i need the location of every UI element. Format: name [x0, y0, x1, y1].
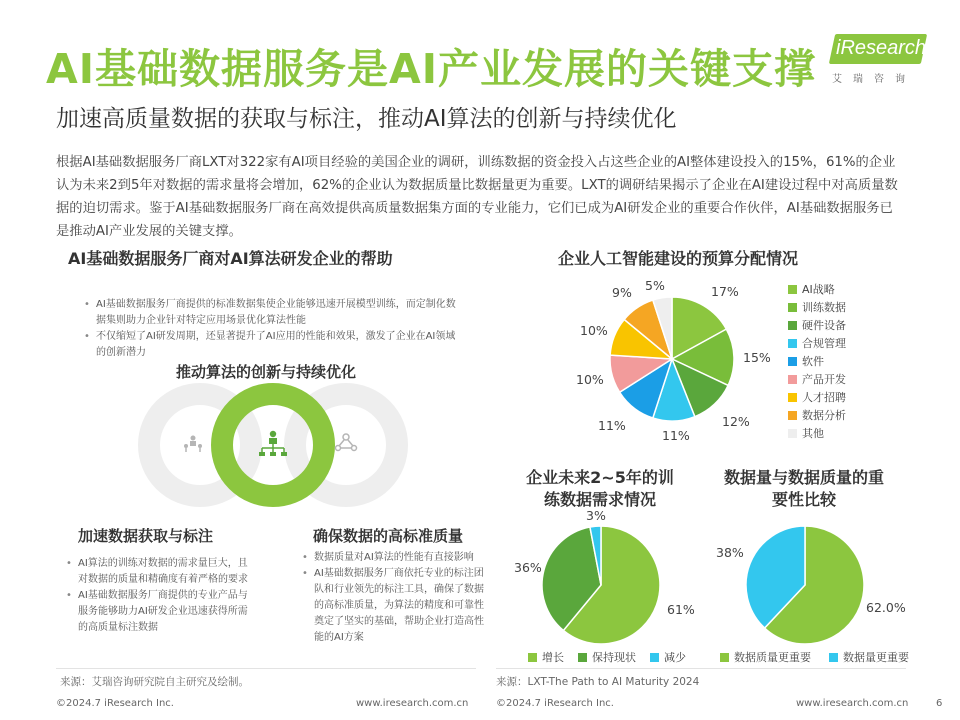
chart1-legend-item — [788, 352, 846, 370]
legend-swatch — [528, 653, 537, 662]
block2-bullets — [302, 550, 486, 646]
legend-swatch — [788, 429, 797, 438]
left-source-divider — [56, 668, 476, 669]
left-top-bullets — [84, 297, 464, 361]
legend-label: 训练数据 — [802, 301, 846, 314]
chart1-label-product-dev: 10% — [576, 372, 604, 387]
chart1-legend — [788, 280, 846, 442]
left-section-title: AI基础数据服务厂商对AI算法研发企业的帮助 — [68, 249, 393, 268]
chart1-slices — [610, 297, 734, 421]
page-number: 6 — [936, 698, 943, 709]
right-source-divider — [496, 668, 906, 669]
footer-copyright-right: ©2024.7 iResearch Inc. — [496, 698, 614, 709]
chart2-legend-item — [578, 649, 636, 665]
legend-label: 数据量更重要 — [843, 651, 909, 664]
legend-swatch — [788, 393, 797, 402]
iresearch-logo — [832, 34, 928, 84]
chart1-label-talent: 10% — [580, 323, 608, 338]
footer-url-right[interactable]: www.iresearch.com.cn — [796, 698, 909, 709]
chart3-legend-item — [720, 649, 811, 665]
bullet-item: • AI基础数据服务厂商依托专业的标注团队和行业领先的标注工具，确保了数据的高标准质量，为算法的精度和可靠性奠定了坚实的基础，帮助企业打造高性能的AI方案 — [302, 566, 486, 646]
legend-label: 其他 — [802, 427, 824, 440]
logo-text: iResearch — [836, 37, 927, 59]
legend-swatch — [788, 303, 797, 312]
legend-swatch — [788, 339, 797, 348]
left-source: 来源：艾瑞咨询研究院自主研究及绘制。 — [60, 676, 249, 688]
legend-label: 硬件设备 — [802, 319, 846, 332]
legend-swatch — [578, 653, 587, 662]
chart3-label-quality: 62.0% — [866, 600, 906, 615]
chart1-label-compliance: 11% — [662, 428, 690, 443]
chart2-slices — [542, 526, 660, 644]
chart1-label-software: 11% — [598, 418, 626, 433]
chart1-label-ai-strategy: 17% — [711, 284, 739, 299]
legend-label: 数据质量更重要 — [734, 651, 811, 664]
page-title: AI基础数据服务是AI产业发展的关键支撑 — [46, 45, 816, 93]
block1-title: 加速数据获取与标注 — [78, 527, 214, 545]
chart3-pie — [744, 524, 866, 646]
chart1-legend-item — [788, 316, 846, 334]
legend-swatch — [650, 653, 659, 662]
chart1-label-hardware: 12% — [722, 414, 750, 429]
chart2-label-maintain: 36% — [514, 560, 542, 575]
chart1-legend-item — [788, 370, 846, 388]
chart1-title: 企业人工智能建设的预算分配情况 — [558, 249, 799, 268]
chart1-legend-item — [788, 388, 846, 406]
center-diagram-title: 推动算法的创新与持续优化 — [176, 363, 357, 381]
chart3-label-quantity: 38% — [716, 545, 744, 560]
footer-url-left[interactable]: www.iresearch.com.cn — [356, 698, 469, 709]
right-source: 来源：LXT-The Path to AI Maturity 2024 — [496, 676, 700, 688]
chart1-legend-item — [788, 424, 846, 442]
chart1-legend-item — [788, 298, 846, 316]
chart3-slices — [746, 526, 864, 644]
rings-diagram — [138, 382, 408, 508]
chart2-title: 企业未来2~5年的训练数据需求情况 — [526, 468, 674, 509]
chart2-legend-item — [528, 649, 564, 665]
bullet-item: • AI基础数据服务厂商提供的标准数据集使企业能够迅速开展模型训练，而定制化数据集则助力企业针对特定应用场景优化算法性能 — [84, 297, 464, 329]
legend-swatch — [788, 321, 797, 330]
legend-label: 保持现状 — [592, 651, 636, 664]
bullet-item: • 不仅缩短了AI研发周期，还显著提升了AI应用的性能和效果，激发了企业在AI领域的创新潜力 — [84, 329, 464, 361]
people-network-icon — [184, 436, 202, 453]
chart2-label-decrease: 3% — [586, 508, 606, 523]
legend-swatch — [720, 653, 729, 662]
legend-label: 软件 — [802, 355, 824, 368]
legend-label: 数据分析 — [802, 409, 846, 422]
chart3-title: 数据量与数据质量的重要性比较 — [723, 468, 884, 509]
chart1-legend-item — [788, 280, 846, 298]
chart1-legend-item — [788, 334, 846, 352]
bullet-item: • 数据质量对AI算法的性能有直接影响 — [302, 550, 486, 566]
chart1-label-training-data: 15% — [743, 350, 771, 365]
intro-paragraph: 根据AI基础数据服务厂商LXT对322家有AI项目经验的美国企业的调研，训练数据的资金投入占这些企业的AI整体建设投入的15%，61%的企业认为未来2到5年对数据的需求量将会增加，62%的企业认为数据质量比数据量更为重要。LXT的调研结果揭示了企业在AI建设过程中对高质量数据的迫切需求。鉴于AI基础数据服务厂商在高效提供高质量数据集方面的专业能力，它们已成为AI研发企业的重要合作伙伴，AI基础数据服务已是推动AI产业发展的关键支撑。 — [56, 155, 898, 239]
logo-cn-text: 艾瑞咨询 — [832, 74, 916, 85]
chart2-legend-item — [650, 649, 686, 665]
legend-label: 增长 — [542, 651, 564, 664]
footer-copyright-left: ©2024.7 iResearch Inc. — [56, 698, 174, 709]
bullet-item: • AI基础数据服务厂商提供的专业产品与服务能够助力AI研发企业迅速获得所需的高质量标注数据 — [66, 588, 256, 636]
chart1-label-analytics: 9% — [612, 285, 632, 300]
bullet-item: • AI算法的训练对数据的需求量巨大，且对数据的质量和精确度有着严格的要求 — [66, 556, 256, 588]
legend-swatch — [788, 285, 797, 294]
legend-swatch — [829, 653, 838, 662]
legend-swatch — [788, 411, 797, 420]
chart2-label-increase: 61% — [667, 602, 695, 617]
chart1-label-other: 5% — [645, 278, 665, 293]
legend-label: AI战略 — [802, 283, 835, 296]
legend-label: 减少 — [664, 651, 686, 664]
legend-label: 合规管理 — [802, 337, 846, 350]
chart1-legend-item — [788, 406, 846, 424]
chart2-legend — [528, 649, 686, 665]
chart3-legend-item — [829, 649, 909, 665]
page-subtitle: 加速高质量数据的获取与标注，推动AI算法的创新与持续优化 — [56, 106, 677, 132]
data-network-icon — [336, 434, 357, 451]
legend-label: 人才招聘 — [802, 391, 846, 404]
chart3-legend — [720, 649, 909, 665]
block1-bullets — [66, 556, 256, 636]
block2-title: 确保数据的高标准质量 — [313, 527, 464, 545]
chart2-pie — [540, 524, 662, 646]
legend-swatch — [788, 375, 797, 384]
legend-label: 产品开发 — [802, 373, 846, 386]
org-chart-icon — [259, 431, 287, 456]
legend-swatch — [788, 357, 797, 366]
